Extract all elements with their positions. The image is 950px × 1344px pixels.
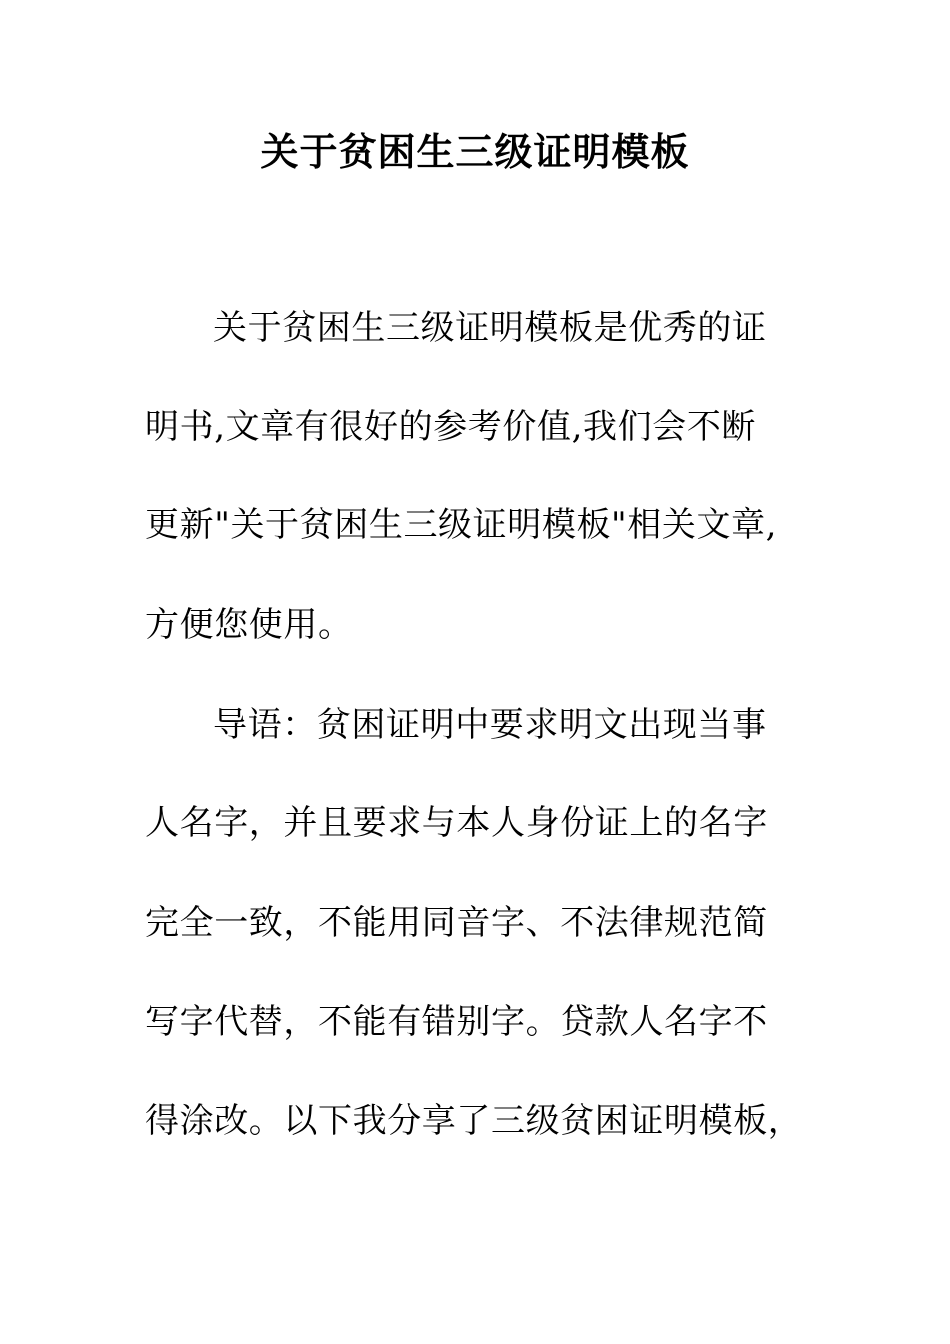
paragraph-1-line-2: 明书,文章有很好的参考价值,我们会不断 bbox=[145, 407, 757, 447]
paragraph-1-line-1: 关于贫困生三级证明模板是优秀的证 bbox=[213, 308, 767, 348]
paragraph-2-line-3: 完全一致，不能用同音字、不法律规范简 bbox=[145, 903, 768, 943]
paragraph-2-line-4: 写字代替，不能有错别字。贷款人名字不 bbox=[145, 1002, 768, 1042]
paragraph-2-line-1: 导语：贫困证明中要求明文出现当事 bbox=[213, 705, 767, 745]
document-title: 关于贫困生三级证明模板 bbox=[260, 129, 690, 174]
paragraph-1-line-3: 更新"关于贫困生三级证明模板"相关文章, bbox=[145, 505, 778, 545]
paragraph-2-line-2: 人名字，并且要求与本人身份证上的名字 bbox=[145, 803, 768, 843]
paragraph-2-line-5: 得涂改。以下我分享了三级贫困证明模板， bbox=[145, 1101, 803, 1141]
paragraph-1-line-4: 方便您使用。 bbox=[145, 605, 353, 645]
